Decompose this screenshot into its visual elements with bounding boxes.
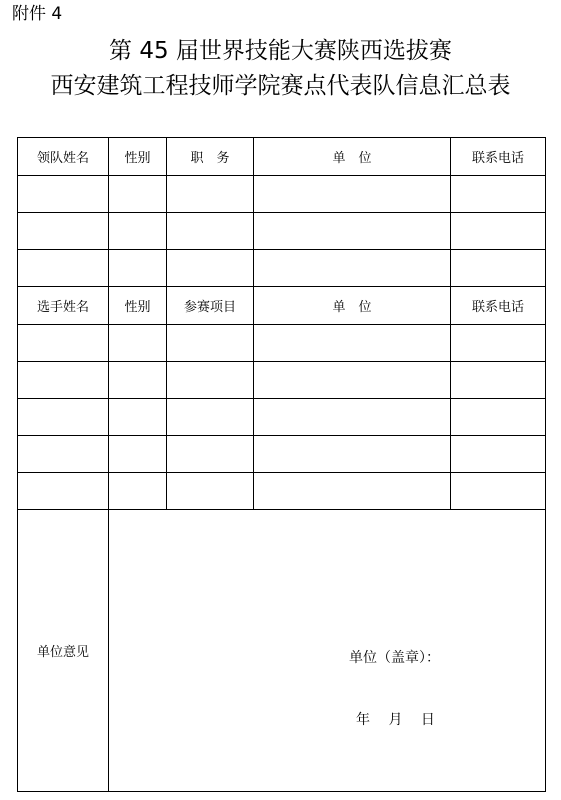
leader-phone-cell[interactable] bbox=[451, 250, 546, 287]
leader-phone-cell[interactable] bbox=[451, 213, 546, 250]
leader-unit-cell[interactable] bbox=[254, 176, 451, 213]
player-unit-cell[interactable] bbox=[254, 436, 451, 473]
player-phone-cell[interactable] bbox=[451, 399, 546, 436]
header-unit: 单 位 bbox=[254, 138, 451, 176]
leader-position-cell[interactable] bbox=[167, 213, 254, 250]
header-player-name: 选手姓名 bbox=[18, 287, 109, 325]
leader-gender-cell[interactable] bbox=[109, 213, 167, 250]
leader-row bbox=[18, 250, 546, 287]
date-label: 年 月 日 bbox=[356, 712, 435, 728]
team-info-table bbox=[17, 137, 546, 792]
leader-position-cell[interactable] bbox=[167, 176, 254, 213]
header-event: 参赛项目 bbox=[167, 287, 254, 325]
player-row bbox=[18, 473, 546, 510]
leader-gender-cell[interactable] bbox=[109, 176, 167, 213]
player-gender-cell[interactable] bbox=[109, 399, 167, 436]
unit-stamp-label: 单位（盖章）： bbox=[349, 650, 440, 666]
leader-gender-cell[interactable] bbox=[109, 250, 167, 287]
header-phone: 联系电话 bbox=[451, 138, 546, 176]
player-row bbox=[18, 325, 546, 362]
leader-header-row bbox=[18, 138, 546, 176]
player-name-cell[interactable] bbox=[18, 362, 109, 399]
player-name-cell[interactable] bbox=[18, 325, 109, 362]
player-row bbox=[18, 362, 546, 399]
header-phone: 联系电话 bbox=[451, 287, 546, 325]
leader-unit-cell[interactable] bbox=[254, 213, 451, 250]
player-phone-cell[interactable] bbox=[451, 436, 546, 473]
player-gender-cell[interactable] bbox=[109, 436, 167, 473]
player-gender-cell[interactable] bbox=[109, 362, 167, 399]
player-event-cell[interactable] bbox=[167, 399, 254, 436]
header-position: 职 务 bbox=[167, 138, 254, 176]
player-event-cell[interactable] bbox=[167, 325, 254, 362]
form-title-line-2: 西安建筑工程技师学院赛点代表队信息汇总表 bbox=[50, 73, 511, 99]
player-event-cell[interactable] bbox=[167, 362, 254, 399]
player-name-cell[interactable] bbox=[18, 473, 109, 510]
header-gender: 性别 bbox=[109, 138, 167, 176]
player-gender-cell[interactable] bbox=[109, 325, 167, 362]
player-unit-cell[interactable] bbox=[254, 362, 451, 399]
unit-opinion-label: 单位意见 bbox=[18, 510, 109, 792]
player-row bbox=[18, 399, 546, 436]
leader-position-cell[interactable] bbox=[167, 250, 254, 287]
attachment-label: 附件 4 bbox=[12, 4, 63, 24]
leader-row bbox=[18, 213, 546, 250]
player-gender-cell[interactable] bbox=[109, 473, 167, 510]
player-phone-cell[interactable] bbox=[451, 473, 546, 510]
player-row bbox=[18, 436, 546, 473]
header-gender: 性别 bbox=[109, 287, 167, 325]
unit-opinion-area[interactable] bbox=[109, 510, 546, 792]
player-event-cell[interactable] bbox=[167, 473, 254, 510]
player-unit-cell[interactable] bbox=[254, 399, 451, 436]
form-title-line-1: 第 45 届世界技能大赛陕西选拔赛 bbox=[109, 38, 452, 64]
leader-unit-cell[interactable] bbox=[254, 250, 451, 287]
leader-name-cell[interactable] bbox=[18, 250, 109, 287]
header-leader-name: 领队姓名 bbox=[18, 138, 109, 176]
player-header-row bbox=[18, 287, 546, 325]
leader-row bbox=[18, 176, 546, 213]
leader-phone-cell[interactable] bbox=[451, 176, 546, 213]
player-unit-cell[interactable] bbox=[254, 325, 451, 362]
player-event-cell[interactable] bbox=[167, 436, 254, 473]
player-name-cell[interactable] bbox=[18, 436, 109, 473]
player-name-cell[interactable] bbox=[18, 399, 109, 436]
player-phone-cell[interactable] bbox=[451, 362, 546, 399]
unit-opinion-row bbox=[18, 510, 546, 792]
header-unit: 单 位 bbox=[254, 287, 451, 325]
player-unit-cell[interactable] bbox=[254, 473, 451, 510]
leader-name-cell[interactable] bbox=[18, 176, 109, 213]
player-phone-cell[interactable] bbox=[451, 325, 546, 362]
leader-name-cell[interactable] bbox=[18, 213, 109, 250]
